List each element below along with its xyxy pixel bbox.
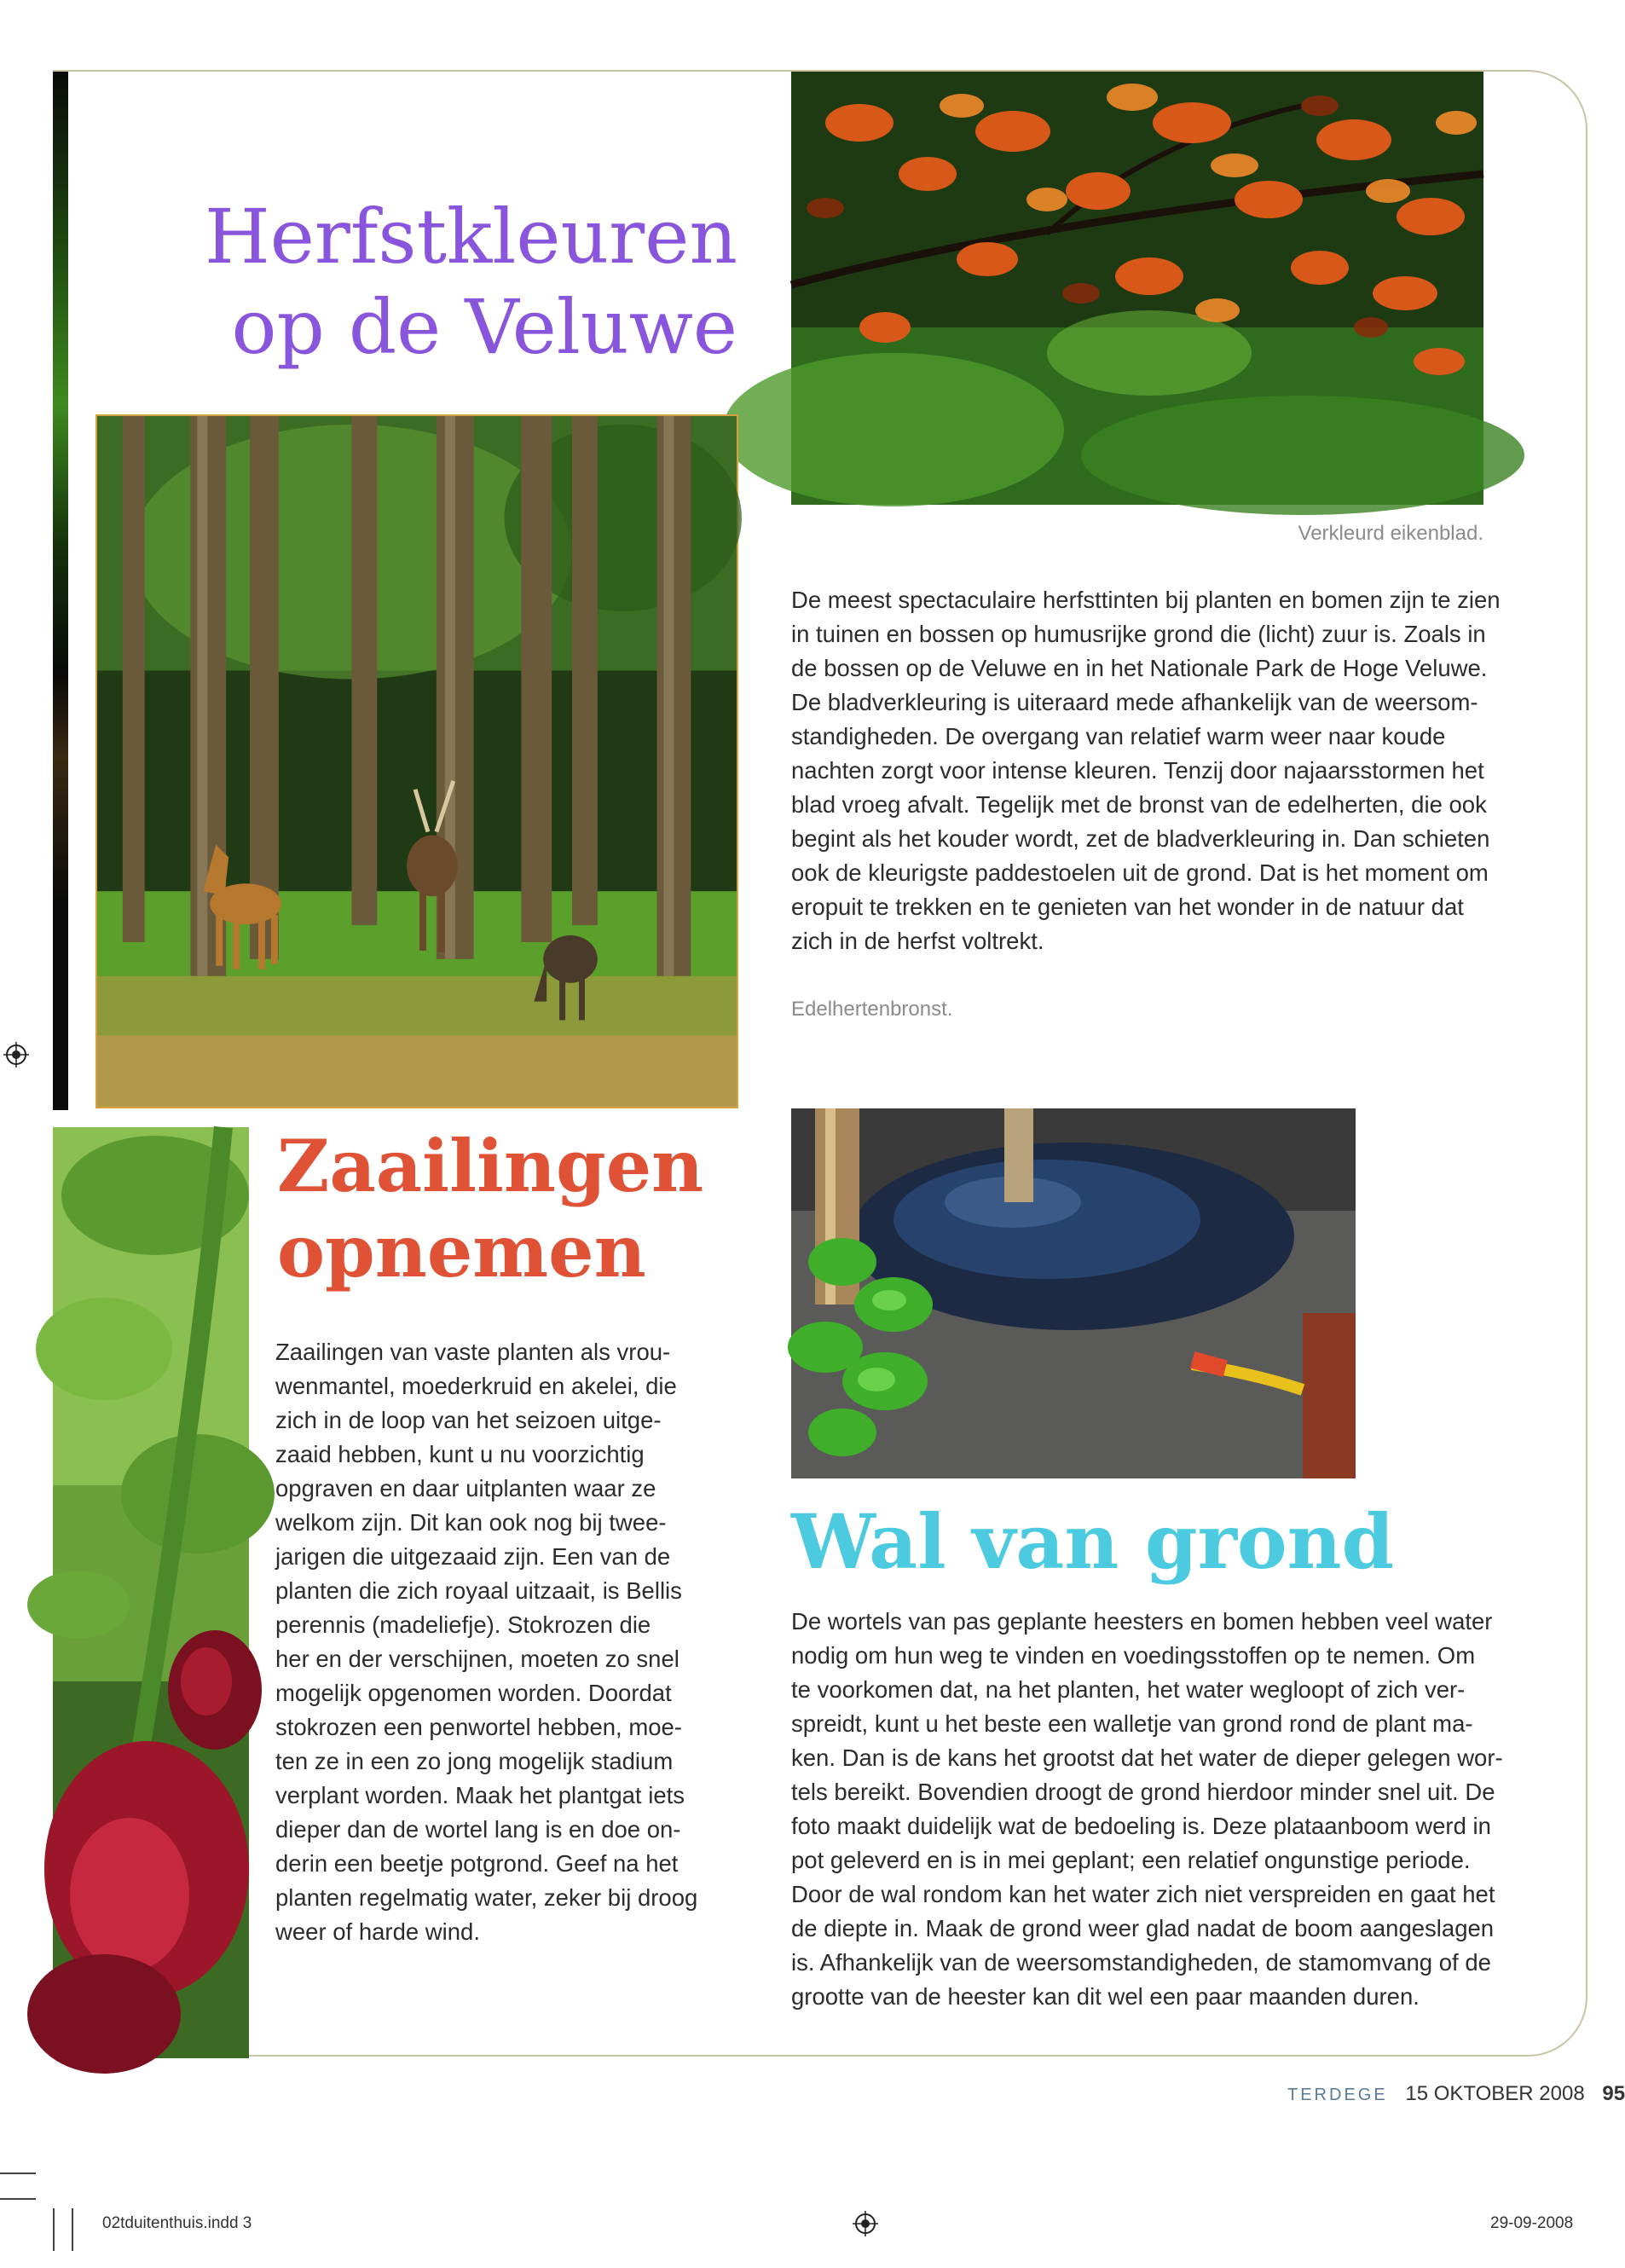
zaailingen-body-line: her en der verschijnen, moeten zo snel: [275, 1646, 679, 1672]
herfst-body-line: De bladverkleuring is uiteraard mede afhankelijk van de weersom-: [791, 689, 1478, 715]
left-edge-strip: [53, 72, 68, 1110]
wal-title: Wal van grond: [791, 1497, 1395, 1586]
herfst-title-line2: op de Veluwe: [231, 283, 737, 371]
herfst-body-line: standigheden. De overgang van relatief warm weer naar koude: [791, 723, 1446, 749]
zaailingen-body-line: wenmantel, moederkruid en akelei, die: [275, 1373, 677, 1399]
zaailingen-body-line: welkom zijn. Dit kan ook nog bij twee-: [275, 1509, 667, 1536]
wal-body-line: spreidt, kunt u het beste een walletje van grond rond de plant ma-: [791, 1710, 1473, 1737]
zaailingen-body-line: mogelijk opgenomen worden. Doordat: [275, 1680, 672, 1706]
registration-mark-icon: [853, 2211, 878, 2236]
herfst-body-line: De meest spectaculaire herfsttinten bij planten en bomen zijn te zien: [791, 587, 1501, 613]
wal-body-line: De wortels van pas geplante heesters en bomen hebben veel water: [791, 1608, 1493, 1634]
zaailingen-title-line1: Zaailingen: [277, 1124, 704, 1208]
crop-mark: [72, 2208, 73, 2251]
herfst-body-line: blad vroeg afvalt. Tegelijk met de bronst van de edelherten, die ook: [791, 791, 1487, 818]
wal-body-line: grootte van de heester kan dit wel een paar maanden duren.: [791, 1983, 1420, 2010]
photo-tree-water-basin: [791, 1108, 1356, 1478]
herfst-title-line1: Herfstkleuren: [204, 193, 737, 281]
zaailingen-title-line2: opnemen: [277, 1209, 646, 1293]
herfst-body-line: nachten zorgt voor intense kleuren. Tenzij door najaarsstormen het: [791, 757, 1484, 784]
wal-body: [791, 1605, 1503, 2014]
wal-body-line: de diepte in. Maak de grond weer glad nadat de boom aangeslagen: [791, 1915, 1495, 1941]
herfst-body-line: de bossen op de Veluwe en in het Nationale Park de Hoge Veluwe.: [791, 655, 1488, 681]
zaailingen-body-line: planten die zich royaal uitzaait, is Bellis: [275, 1577, 682, 1604]
zaailingen-body-line: perennis (madeliefje). Stokrozen die: [275, 1611, 651, 1638]
zaailingen-body-line: ten ze in een zo jong mogelijk stadium: [275, 1748, 674, 1774]
page-footer: [1287, 2082, 1625, 2106]
footer-date: 15 OKTOBER 2008: [1405, 2082, 1585, 2105]
herfst-title: [205, 192, 737, 373]
crop-mark: [0, 2198, 36, 2200]
wal-body-line: pot geleverd en is in mei geplant; een relatief ongunstige periode.: [791, 1847, 1471, 1873]
zaailingen-body-line: zich in de loop van het seizoen uitge-: [275, 1407, 662, 1433]
herfst-body-line: eropuit te trekken en te genieten van het wonder in de natuur dat: [791, 894, 1464, 920]
wal-body-line: Door de wal rondom kan het water zich niet verspreiden en gaat het: [791, 1881, 1495, 1907]
crop-mark: [53, 2208, 55, 2251]
zaailingen-body-line: opgraven en daar uitplanten waar ze: [275, 1475, 656, 1501]
zaailingen-body: [275, 1335, 697, 1949]
zaailingen-body-line: stokrozen een penwortel hebben, moe-: [275, 1714, 682, 1740]
herfst-body-line: ook de kleurigste paddestoelen uit de grond. Dat is het moment om: [791, 859, 1489, 886]
herfst-body: [791, 583, 1501, 958]
zaailingen-body-line: zaaid hebben, kunt u nu voorzichtig: [275, 1441, 645, 1467]
zaailingen-body-line: jarigen die uitgezaaid zijn. Een van de: [275, 1543, 671, 1570]
wal-body-line: foto maakt duidelijk wat de bedoeling is. Deze plataanboom werd in: [791, 1813, 1491, 1839]
wal-body-line: te voorkomen dat, na het planten, het water wegloopt of zich ver-: [791, 1676, 1466, 1703]
photo-deer-forest: [95, 414, 738, 1108]
caption-deer: Edelhertenbronst.: [791, 998, 953, 1021]
zaailingen-body-line: dieper dan de wortel lang is en doe on-: [275, 1816, 681, 1843]
footer-page-number: 95: [1602, 2082, 1625, 2105]
photo-oak-leaves: [791, 72, 1483, 505]
zaailingen-body-line: verplant worden. Maak het plantgat iets: [275, 1782, 685, 1808]
wal-body-line: ken. Dan is de kans het grootst dat het water de dieper gelegen wor-: [791, 1744, 1503, 1771]
wal-body-line: tels bereikt. Bovendien droogt de grond hierdoor minder snel uit. De: [791, 1779, 1495, 1805]
herfst-body-line: begint als het kouder wordt, zet de bladverkleuring in. Dan schieten: [791, 825, 1490, 852]
registration-mark-icon: [3, 1042, 29, 1067]
zaailingen-body-line: derin een beetje potgrond. Geef na het: [275, 1850, 679, 1877]
footer-brand: TERDEGE: [1287, 2086, 1388, 2104]
wal-body-line: is. Afhankelijk van de weersomstandigheden, de stamomvang of de: [791, 1949, 1491, 1976]
wal-body-line: nodig om hun weg te vinden en voedingsstoffen op te nemen. Om: [791, 1642, 1476, 1669]
photo-hollyhock: [53, 1127, 249, 2058]
crop-mark: [0, 2173, 36, 2174]
slug-date: 29-09-2008: [1490, 2214, 1574, 2232]
caption-oak-leaves: Verkleurd eikenblad.: [1298, 522, 1483, 545]
herfst-body-line: zich in de herfst voltrekt.: [791, 928, 1044, 954]
herfst-body-line: in tuinen en bossen op humusrijke grond die (licht) zuur is. Zoals in: [791, 621, 1486, 647]
zaailingen-body-line: Zaailingen van vaste planten als vrou-: [275, 1339, 671, 1365]
zaailingen-title: [277, 1124, 703, 1294]
zaailingen-body-line: weer of harde wind.: [275, 1918, 480, 1945]
zaailingen-body-line: planten regelmatig water, zeker bij droog: [275, 1884, 698, 1911]
slug-filename: 02tduitenthuis.indd 3: [102, 2214, 252, 2232]
